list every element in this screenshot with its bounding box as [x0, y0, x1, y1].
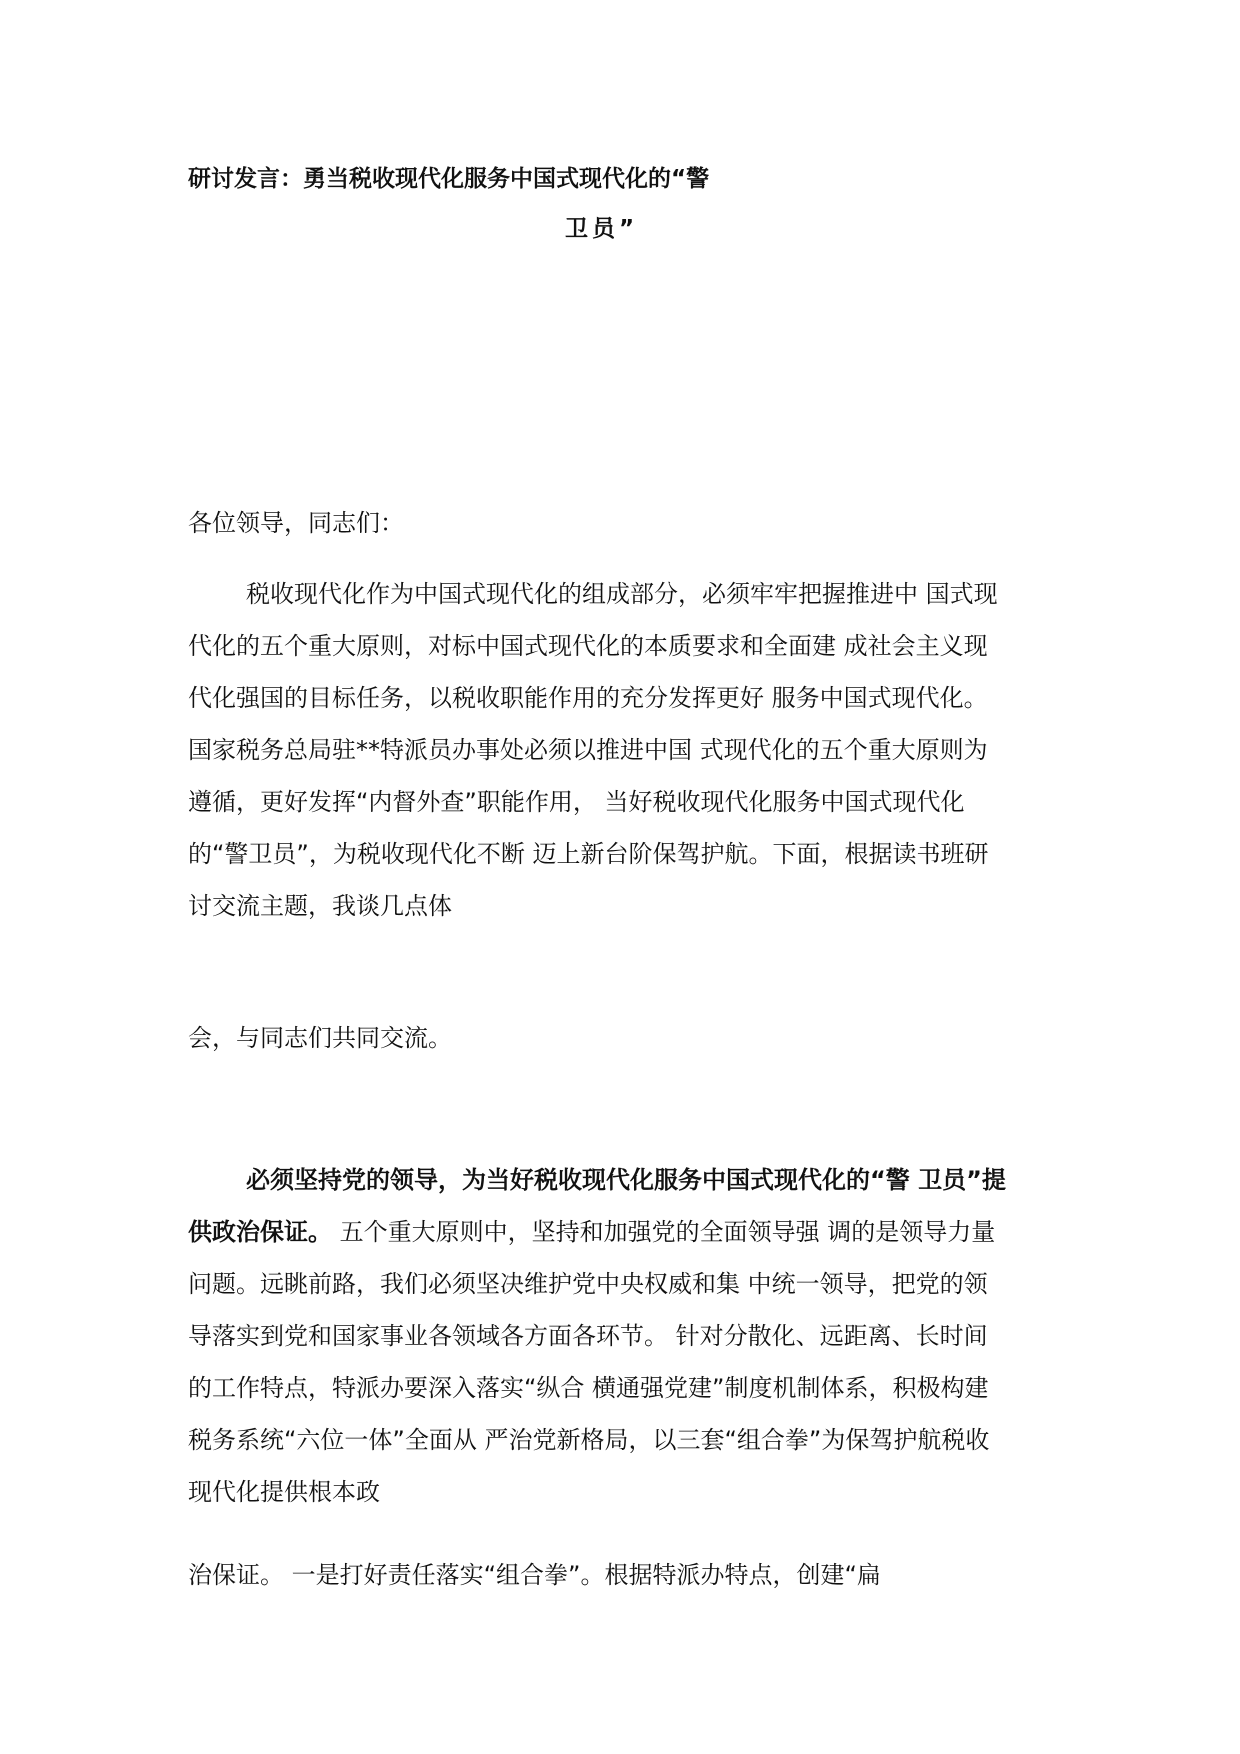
paragraph-intro-tail: 会，与同志们共同交流。 [188, 1024, 452, 1052]
paragraph-line: 的“警卫员”，为税收现代化不断 迈上新台阶保驾护航。下面，根据读书班研 [188, 840, 989, 868]
paragraph-line: 代化的五个重大原则，对标中国式现代化的本质要求和全面建 成社会主义现 [188, 632, 988, 660]
paragraph-line: 导落实到党和国家事业各领域各方面各环节。 针对分散化、远距离、长时间 [188, 1322, 988, 1350]
paragraph-line [188, 1206, 1068, 1258]
paragraph-line: 税收现代化作为中国式现代化的组成部分，必须牢牢把握推进中 国式现 [246, 580, 998, 608]
paragraph-party-leadership [188, 1154, 1068, 1518]
paragraph-party-leadership-tail: 治保证。 一是打好责任落实“组合拳”。根据特派办特点，创建“扁 [188, 1561, 881, 1589]
document-title-line-1: 研讨发言：勇当税收现代化服务中国式现代化的“警 [188, 166, 710, 192]
paragraph-line: 代化强国的目标任务，以税收职能作用的充分发挥更好 服务中国式现代化。 [188, 684, 988, 712]
document-title-line-2: 卫员” [565, 216, 639, 242]
paragraph-line-rest: 五个重大原则中，坚持和加强党的全面领导强 调的是领导力量 [332, 1218, 996, 1246]
paragraph-line: 国家税务总局驻**特派员办事处必须以推进中国 式现代化的五个重大原则为 [188, 736, 988, 764]
paragraph-line: 遵循，更好发挥“内督外查”职能作用， 当好税收现代化服务中国式现代化 [188, 788, 965, 816]
section-heading-line: 必须坚持党的领导，为当好税收现代化服务中国式现代化的“警 卫员”提 [246, 1166, 1006, 1194]
paragraph-line: 现代化提供根本政 [188, 1478, 380, 1506]
paragraph-line: 的工作特点，特派办要深入落实“纵合 横通强党建”制度机制体系，积极构建 [188, 1374, 989, 1402]
salutation: 各位领导，同志们： [188, 509, 404, 537]
paragraph-line: 税务系统“六位一体”全面从 严治党新格局，以三套“组合拳”为保驾护航税收 [188, 1426, 990, 1454]
paragraph-line: 讨交流主题，我谈几点体 [188, 892, 452, 920]
paragraph-line: 问题。远眺前路，我们必须坚决维护党中央权威和集 中统一领导，把党的领 [188, 1270, 988, 1298]
paragraph-intro [188, 568, 1068, 932]
section-heading-end: 供政治保证。 [188, 1218, 332, 1246]
